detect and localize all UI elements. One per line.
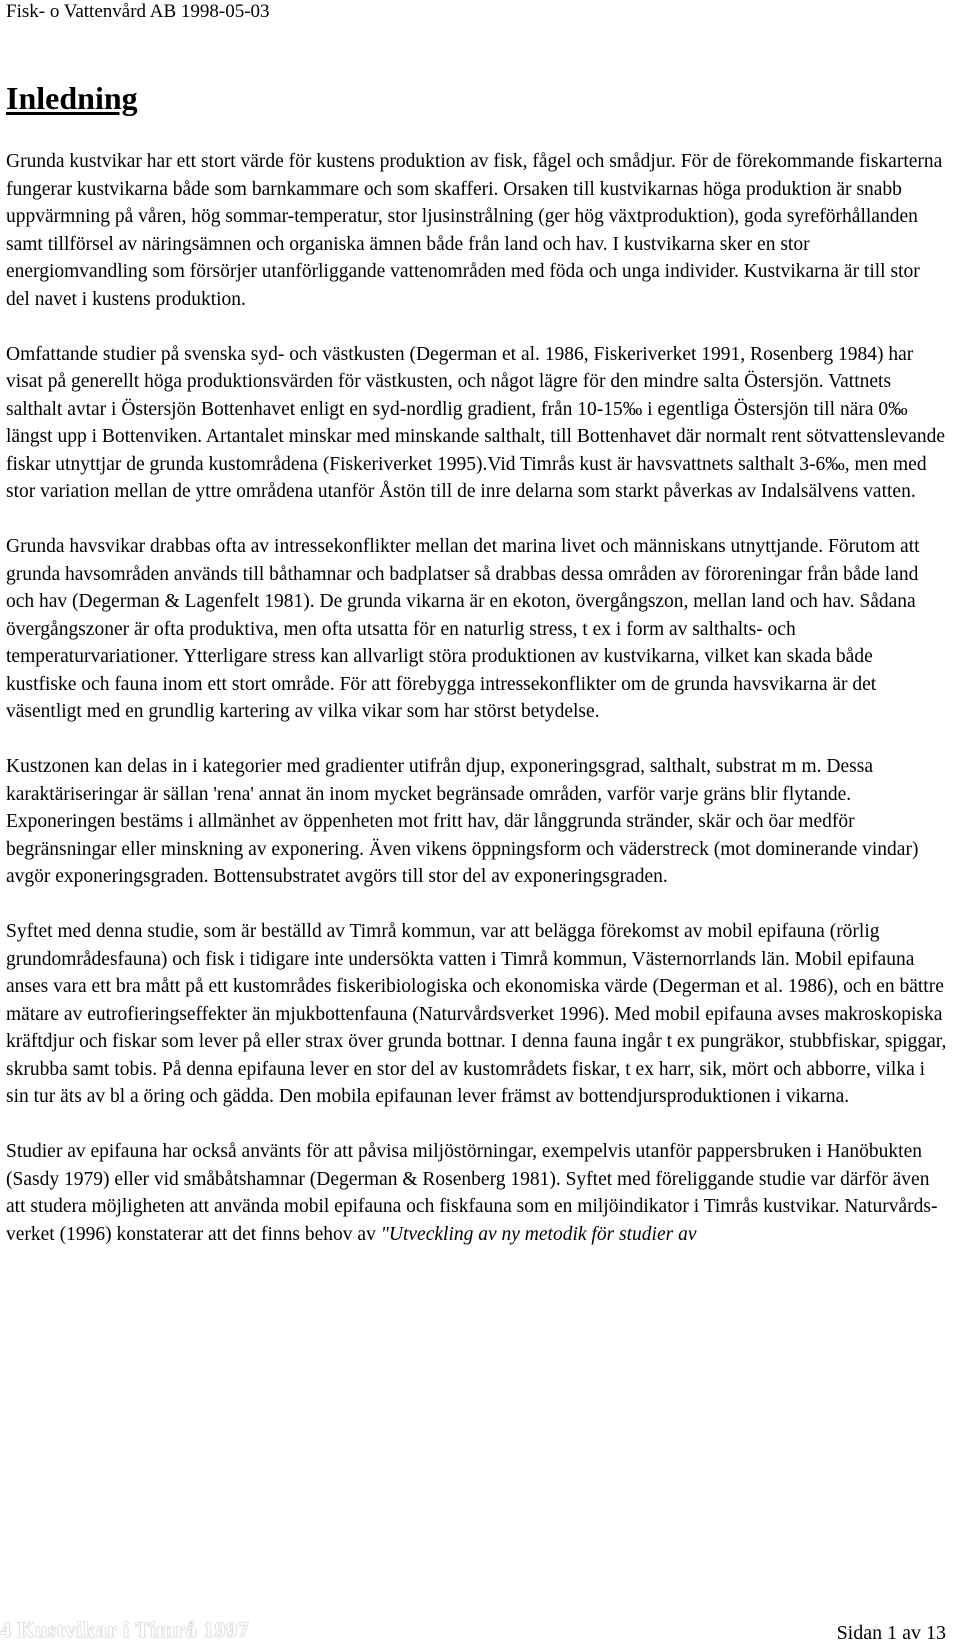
document-body — [6, 148, 948, 1276]
paragraph-1: Grunda kustvikar har ett stort värde för kustens produktion av fisk, fågel och smådjur. För de förekommande fiskarterna fungerar kustvikarna både som barnkammare och som skafferi. Orsaken till kustvikarnas höga produktion är snabb uppvärmning på våren, hög sommar-temperatur, stor ljusinstrålning (ger hög växtproduktion), goda syreförhållanden samt tillförsel av näringsämnen och organiska ämnen både från land och hav. I kustvikarna sker en stor energiomvandling som försörjer utanförliggande vattenområden med föda och unga individer. Kustvikarna är till stor del navet i kustens produktion. — [6, 151, 943, 310]
paragraph-5: Syftet med denna studie, som är beställd av Timrå kommun, var att belägga förekomst av mobil epifauna (rörlig grundområdesfauna) och fisk i tidigare inte undersökta vatten i Timrå kommun, Västernorrlands län. Mobil epifauna anses vara ett bra mått på ett kustområdes fiskeribiologiska och ekonomiska värde (Degerman et al. 1986), och en bättre mätare av eutrofieringseffekter än mjukbottenfauna (Naturvårdsverket 1996). Med mobil epifauna avses makroskopiska kräftdjur och fiskar som lever på eller strax över grunda bottnar. I denna fauna ingår t ex pungräkor, stubbfiskar, spiggar, skrubba samt tobis. På denna epifauna lever en stor del av kustområdets fiskar, t ex harr, sik, mört och abborre, vilka i sin tur äts av bl a öring och gädda. Den mobila epifaunan lever främst av bottendjursproduktionen i vikarna. — [6, 921, 947, 1107]
paragraph-6-italic-quote: "Utveckling av ny metodik för studier av — [380, 1223, 697, 1245]
footer-document-label: 4 Kustvikar i Timrå 1997 — [0, 1617, 250, 1642]
paragraph-6 — [6, 1138, 948, 1248]
paragraph-6-text: Studier av epifauna har också använts för att påvisa miljöstörningar, exempelvis utanför pappersbruken i Hanöbukten (Sasdy 1979) eller vid småbåtshamnar (Degerman & Rosenberg 1981). Syftet med föreliggande studie var därför även att studera möjligheten att använda mobil epifauna och fiskfauna som en miljöindikator i Timrås kustvikar. Naturvårds-verket (1996) konstaterar att det finns behov av — [6, 1141, 938, 1245]
section-title: Inledning — [6, 80, 138, 116]
paragraph-3: Grunda havsvikar drabbas ofta av intressekonflikter mellan det marina livet och människans utnyttjande. Förutom att grunda havsområden används till båthamnar och badplatser så drabbas dessa områden av föroreningar från både land och hav (Degerman & Lagenfelt 1981). De grunda vikarna är en ekoton, övergångszon, mellan land och hav. Sådana övergångszoner är ofta produktiva, men ofta utsatta för en naturlig stress, t ex i form av salthalts- och temperaturvariationer. Ytterligare stress kan allvarligt störa produktionen av kustvikarna, vilket kan skada både kustfiske och fauna inom ett stort område. För att förebygga intressekonflikter om de grunda havsvikarna är det väsentligt med en grundlig kartering av vilka vikar som har störst betydelse. — [6, 536, 920, 722]
page-number: Sidan 1 av 13 — [836, 1622, 946, 1644]
running-header: Fisk- o Vattenvård AB 1998-05-03 — [6, 1, 270, 22]
paragraph-4: Kustzonen kan delas in i kategorier med gradienter utifrån djup, exponeringsgrad, salthalt, substrat m m. Dessa karaktäriseringar är sällan 'rena' annat än inom mycket begränsade områden, varför varje gräns blir flytande. Exponeringen bestäms i allmänhet av öppenheten mot fritt hav, där långgrunda stränder, skär och öar medför begränsningar eller minskning av exponering. Även vikens öppningsform och väderstreck (mot dominerande vindar) avgör exponeringsgraden. Bottensubstratet avgörs till stor del av exponeringsgraden. — [6, 756, 919, 887]
paragraph-2: Omfattande studier på svenska syd- och västkusten (Degerman et al. 1986, Fiskeriverket 1991, Rosenberg 1984) har visat på generellt höga produktionsvärden för västkusten, och något lägre för den mindre salta Östersjön. Vattnets salthalt avtar i Östersjön Bottenhavet enligt en syd-nordlig gradient, från 10-15‰ i egentliga Östersjön till nära 0‰ längst upp i Bottenviken. Artantalet minskar med minskande salthalt, till Bottenhavet där normalt rent sötvattenslevande fiskar utnyttjar de grunda kustområdena (Fiskeriverket 1995).Vid Timrås kust är havsvattnets salthalt 3-6‰, men med stor variation mellan de yttre områdena utanför Åstön till de inre delarna som starkt påverkas av Indalsälvens vatten. — [6, 343, 946, 502]
